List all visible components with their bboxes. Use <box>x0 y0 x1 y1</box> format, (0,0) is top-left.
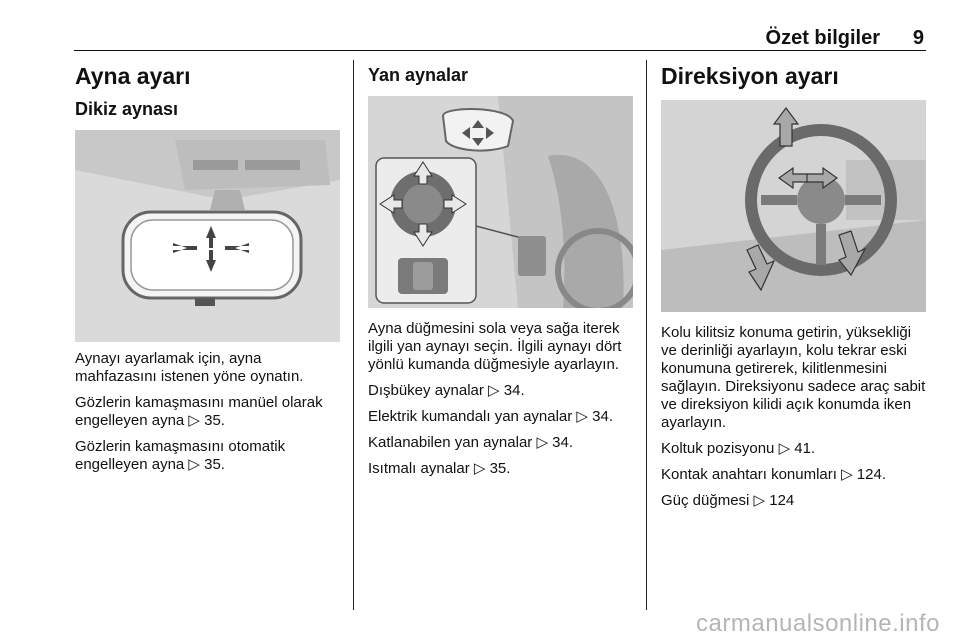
watermark: carmanualsonline.info <box>696 610 940 637</box>
paragraph: Katlanabilen yan aynalar ▷ 34. <box>368 434 574 451</box>
column-steering-adjustment <box>661 60 926 518</box>
side-mirror-control-illustration <box>368 96 633 308</box>
paragraph: Isıtmalı aynalar ▷ 35. <box>368 460 511 477</box>
paragraph: Güç düğmesi ▷ 124 <box>661 492 795 509</box>
paragraph: Elektrik kumandalı yan aynalar ▷ 34. <box>368 408 613 425</box>
paragraph: Ayna düğmesini sola veya sağa iterek ilgili yan aynayı seçin. İlgili aynayı dört yönlü kumanda düğmesiyle ayarlayın. <box>368 320 622 373</box>
steering-wheel-illustration <box>661 100 926 312</box>
section-title-steering: Direksiyon ayarı <box>661 63 839 89</box>
subsection-title-rearview: Dikiz aynası <box>75 99 179 119</box>
page-number: 9 <box>912 27 924 49</box>
header-rule <box>74 50 926 51</box>
paragraph: Gözlerin kamaşmasını manüel olarak engelleyen ayna ▷ 35. <box>75 394 323 429</box>
column-side-mirrors <box>368 60 632 486</box>
column-divider-2 <box>646 60 647 610</box>
paragraph: Koltuk pozisyonu ▷ 41. <box>661 440 816 457</box>
subsection-title-side-mirrors: Yan aynalar <box>368 65 469 85</box>
paragraph: Aynayı ayarlamak için, ayna mahfazasını istenen yöne oynatın. <box>75 350 304 385</box>
paragraph: Dışbükey aynalar ▷ 34. <box>368 382 525 399</box>
paragraph: Kontak anahtarı konumları ▷ 124. <box>661 466 886 483</box>
column-mirror-adjustment <box>75 60 340 482</box>
section-title-mirror: Ayna ayarı <box>75 63 191 89</box>
column-divider-1 <box>353 60 354 610</box>
rearview-mirror-illustration <box>75 130 340 342</box>
paragraph: Gözlerin kamaşmasını otomatik engelleyen ayna ▷ 35. <box>75 438 286 473</box>
paragraph: Kolu kilitsiz konuma getirin, yüksekliği ve derinliği ayarlayın, kolu tekrar eski konumuna getirerek, kilitlenmesini sağlayın. Direksiyonu sadece araç sabit ve direksiyon kilidi açık konumda iken ayarlayın. <box>661 324 926 431</box>
header-title: Özet bilgiler <box>765 27 880 49</box>
